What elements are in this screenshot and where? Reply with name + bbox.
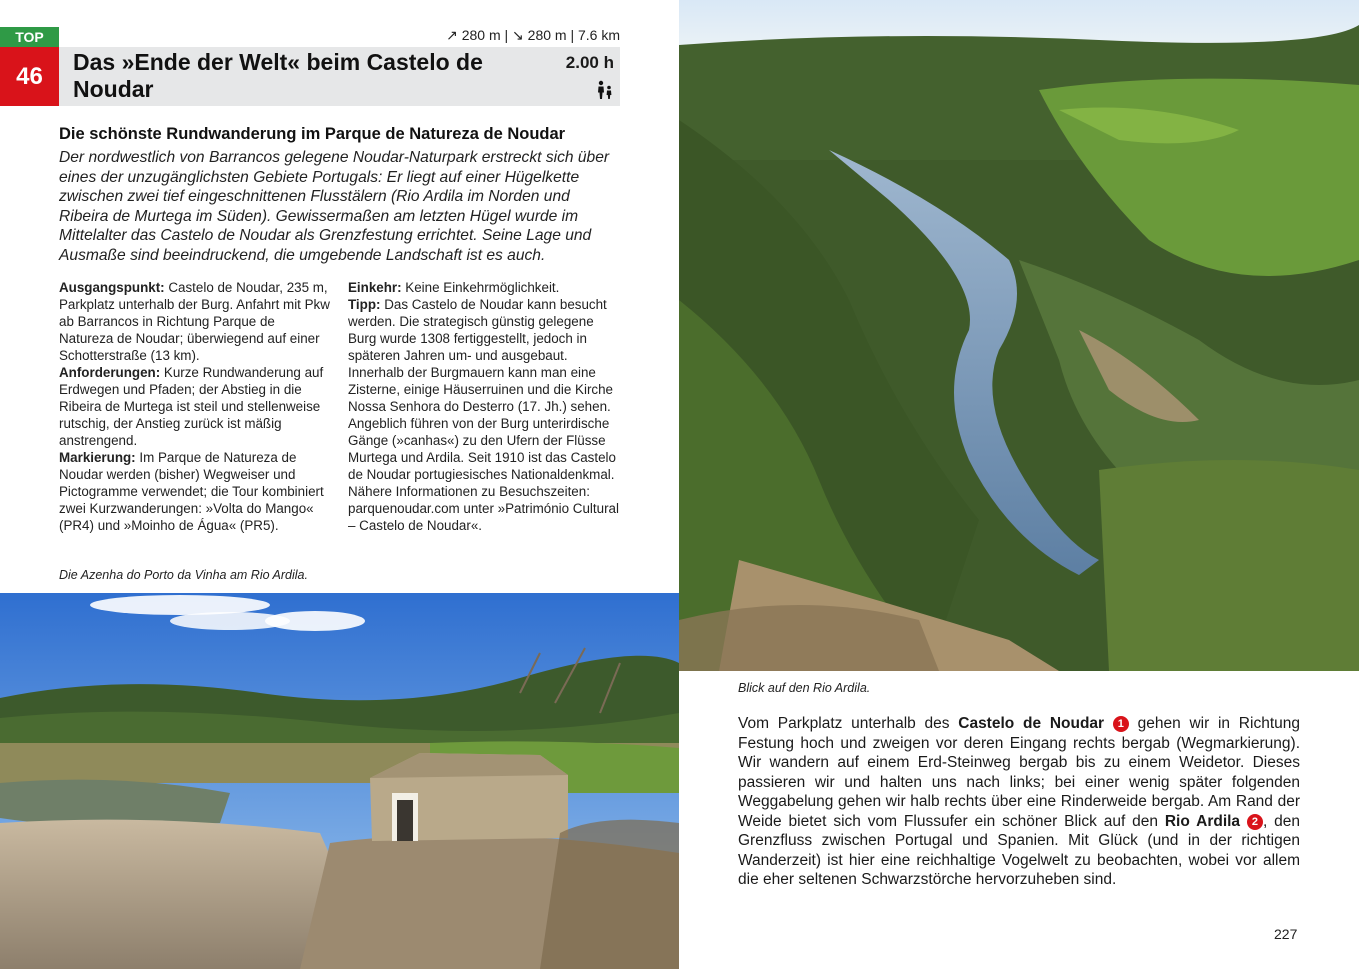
tip-text: Das Castelo de Noudar kann besucht werden. Die strategisch günstig gelegene Burg wurde 1308 fertiggestellt, jedoch in späteren Jahren um- und ausgebaut. Innerhalb der Burgmauern kann man eine Zisterne, einige Häuserruinen und die Kirche Nossa Senhora do Desterro (17. Jh.) sehen. Angeblich führen von der Burg unterirdische Gänge (»canhas«) zu den Ufern der Flüsse Murtega und Ardila. Seit 1910 ist das Castelo de Noudar portugiesisches Nationaldenkmal. Nähere Informationen zu Besuchszeiten: parquenoudar.com unter »Património Cultural – Castelo de Noudar«. (348, 297, 619, 533)
marking-text: Im Parque de Natureza de Noudar werden (bisher) Wegweiser und Pictogramme verwendet; die Tour kombiniert zwei Kurzwanderungen: »Volta do Mango« (PR4) und »Moinho de Água« (PR5). (59, 450, 324, 533)
river-valley-photo (679, 0, 1359, 671)
mill-river-photo (0, 593, 679, 969)
right-photo-caption: Blick auf den Rio Ardila. (738, 681, 871, 695)
route-text-2: gehen wir in Richtung Festung hoch und zweigen vor deren Eingang rechts bergab (Wegmarkierung). Wir wandern auf einem Erd-Steinweg bergab bis zu einem Weidetor. Dieses passieren wir und halten uns nach links; bei einer wenig später folgenden Weggabelung gehen wir halb rechts über eine Rinderweide bergab. Am Rand der Weide bietet sich vom Flussufer ein schöner Blick auf den (738, 715, 1300, 830)
intro-text: Der nordwestlich von Barrancos gelegene Noudar-Naturpark erstreckt sich über eines der unzugänglichsten Gebiete Portugals: Er liegt auf einer Hügelkette zwischen zwei tief eingeschnittenen Flusstälern (Rio Ardila im Norden und Ribeira de Murtega im Süden). Gewissermaßen am letzten Hügel wurde im Mittelalter das Castelo de Noudar als Grenzfestung errichtet. Seine Lage und Ausmaße sind beeindruckend, die umgebende Landschaft ist es auch. (59, 149, 610, 264)
tour-stats: ↗ 280 m | ↘ 280 m | 7.6 km (446, 27, 620, 43)
family-icon (596, 80, 614, 100)
tip-label: Tipp: (348, 297, 381, 312)
route-text-1: Vom Parkplatz unterhalb des (738, 715, 959, 732)
left-photo-caption: Die Azenha do Porto da Vinha am Rio Ardila. (59, 568, 308, 582)
waypoint-marker-2: 2 (1247, 814, 1263, 830)
top-badge: TOP (0, 27, 59, 47)
marking-label: Markierung: (59, 450, 136, 465)
waypoint-castelo: Castelo de Noudar (958, 715, 1105, 732)
tour-duration: 2.00 h (565, 53, 614, 72)
right-page (679, 0, 1359, 969)
title-bar (59, 47, 620, 106)
start-label: Ausgangspunkt: (59, 280, 165, 295)
stop-text: Keine Einkehrmöglichkeit. (401, 280, 560, 295)
stop-label: Einkehr: (348, 280, 402, 295)
waypoint-rio-ardila: Rio Ardila (1164, 812, 1241, 830)
waypoint-marker-1: 1 (1113, 716, 1129, 732)
tour-subtitle: Die schönste Rundwanderung im Parque de Natureza de Noudar (59, 125, 566, 143)
requirements-text: Kurze Rundwanderung auf Erdwegen und Pfaden; der Abstieg in die Ribeira de Murtega ist steil und stellenweise rutschig, der Anstieg zurück ist mäßig anstrengend. (59, 365, 324, 448)
info-column-left (59, 279, 331, 534)
page-number: 227 (1274, 926, 1298, 942)
tour-title: Das »Ende der Welt« beim Castelo de Noudar (73, 49, 483, 102)
left-page (0, 0, 679, 969)
route-description (738, 714, 1300, 890)
requirements-label: Anforderungen: (59, 365, 161, 380)
route-text-3: , den Grenzfluss zwischen Portugal und Spanien. Mit Glück (und in der richtigen Wanderzeit) ist hier eine reichhaltige Vogelwelt zu beobachten, wobei vor allem die eher seltenen Schwarzstörche hervorzuheben sind. (738, 812, 1300, 888)
river-valley-image (679, 0, 1359, 671)
mill-river-image (0, 593, 679, 969)
start-text: Castelo de Noudar, 235 m, Parkplatz unterhalb der Burg. Anfahrt mit Pkw ab Barrancos in Richtung Parque de Natureza de Noudar; überwiegend auf einer Schotterstraße (13 km). (59, 280, 330, 363)
info-column-right (348, 279, 620, 534)
tour-number-badge: 46 (0, 47, 59, 106)
